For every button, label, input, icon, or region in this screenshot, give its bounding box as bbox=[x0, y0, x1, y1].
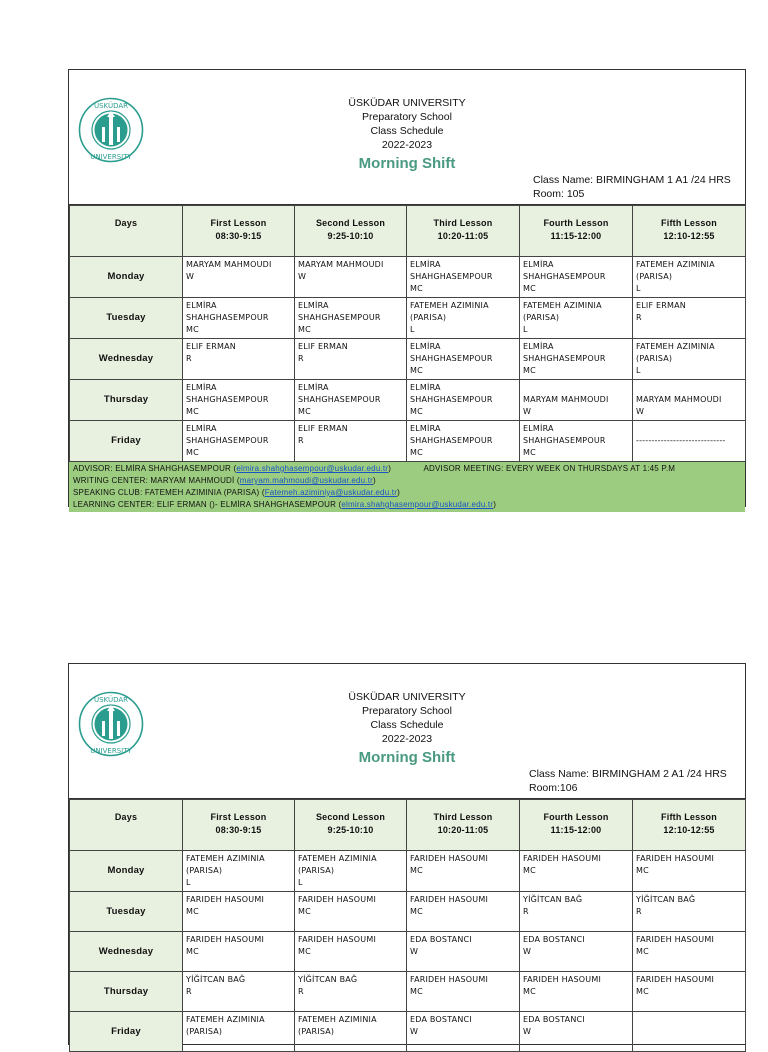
day-label: Wednesday bbox=[70, 932, 183, 972]
lesson-cell: FATEMEH AZIMINIA (PARISA) L bbox=[183, 851, 295, 892]
table-row bbox=[70, 298, 746, 339]
class-name: Class Name: BIRMINGHAM 2 A1 /24 HRS bbox=[529, 768, 727, 780]
school-name: Preparatory School bbox=[362, 705, 452, 717]
day-label: Tuesday bbox=[70, 892, 183, 932]
day-label: Tuesday bbox=[70, 298, 183, 339]
lesson-cell: EDA BOSTANCI W bbox=[407, 1012, 520, 1052]
header-fifth-lesson: Fifth Lesson 12:10-12:55 bbox=[633, 206, 746, 257]
svg-text:ÜSKÜDAR: ÜSKÜDAR bbox=[93, 102, 129, 110]
academic-year: 2022-2023 bbox=[381, 733, 433, 745]
class-info bbox=[529, 768, 727, 795]
lesson-cell: FATEMEH AZIMINIA (PARISA) L bbox=[633, 339, 746, 380]
lesson-cell: FATEMEH AZIMINIA (PARISA) L bbox=[633, 257, 746, 298]
lesson-cell: FARIDEH HASOUMI MC bbox=[520, 851, 633, 892]
academic-year: 2022-2023 bbox=[381, 139, 433, 151]
lesson-cell bbox=[633, 1012, 746, 1052]
lesson-cell: ELMİRA SHAHGHASEMPOUR MC bbox=[520, 339, 633, 380]
header-first-lesson: First Lesson 08:30-9:15 bbox=[183, 800, 295, 851]
day-label: Monday bbox=[70, 851, 183, 892]
writing-center-label: WRITING CENTER: MARYAM MAHMOUDİ ( bbox=[73, 476, 240, 485]
advisor-meeting: ADVISOR MEETING: EVERY WEEK ON THURSDAYS AT 1:45 P.M bbox=[423, 464, 676, 473]
document-title: Class Schedule bbox=[370, 125, 444, 137]
header-days: Days bbox=[70, 800, 183, 851]
learning-center-close: ) bbox=[493, 500, 497, 509]
table-row bbox=[70, 932, 746, 972]
school-name: Preparatory School bbox=[362, 111, 452, 123]
table-row bbox=[70, 972, 746, 1012]
lesson-cell: FATEMEH AZIMINIA (PARISA) L bbox=[407, 298, 520, 339]
lesson-cell: FARIDEH HASOUMI MC bbox=[633, 972, 746, 1012]
lesson-cell: FARIDEH HASOUMI MC bbox=[633, 932, 746, 972]
schedule-block-2 bbox=[68, 663, 746, 1045]
speaking-club-label: SPEAKING CLUB: FATEMEH AZIMINIA (PARISA) ( bbox=[73, 488, 265, 497]
header-third-lesson: Third Lesson 10:20-11:05 bbox=[407, 800, 520, 851]
header-fourth-lesson: Fourth Lesson 11:15-12:00 bbox=[520, 206, 633, 257]
lesson-cell: FARIDEH HASOUMI MC bbox=[520, 972, 633, 1012]
svg-text:ÜSKÜDAR: ÜSKÜDAR bbox=[93, 696, 129, 704]
lesson-cell: FARIDEH HASOUMI MC bbox=[407, 972, 520, 1012]
document-title: Class Schedule bbox=[370, 719, 444, 731]
schedule-footer bbox=[69, 462, 745, 512]
advisor-close: ) bbox=[388, 464, 392, 473]
shift-title: Morning Shift bbox=[358, 749, 456, 766]
lesson-cell: ELMİRA SHAHGHASEMPOUR MC bbox=[407, 257, 520, 298]
lesson-cell: FATEMEH AZIMINIA (PARISA) bbox=[295, 1012, 407, 1052]
table-header-row bbox=[70, 800, 746, 851]
header-third-lesson: Third Lesson 10:20-11:05 bbox=[407, 206, 520, 257]
schedule-table bbox=[69, 205, 746, 462]
lesson-cell: ----------------------------- bbox=[633, 421, 746, 462]
table-row bbox=[70, 257, 746, 298]
lesson-cell: YİĞİTCAN BAĞ R bbox=[295, 972, 407, 1012]
day-label: Thursday bbox=[70, 380, 183, 421]
lesson-cell: FATEMEH AZIMINIA (PARISA) L bbox=[295, 851, 407, 892]
class-info bbox=[533, 174, 731, 201]
lesson-cell: FATEMEH AZIMINIA (PARISA) bbox=[183, 1012, 295, 1052]
lesson-cell: ELMİRA SHAHGHASEMPOUR MC bbox=[183, 380, 295, 421]
day-label: Friday bbox=[70, 1012, 183, 1052]
header-fourth-lesson: Fourth Lesson 11:15-12:00 bbox=[520, 800, 633, 851]
table-row bbox=[70, 380, 746, 421]
lesson-cell: YİĞİTCAN BAĞ R bbox=[520, 892, 633, 932]
lesson-cell: ELMİRA SHAHGHASEMPOUR MC bbox=[183, 298, 295, 339]
university-heading bbox=[69, 690, 745, 769]
schedule-block-1 bbox=[68, 69, 746, 507]
svg-text:UNIVERSITY: UNIVERSITY bbox=[90, 747, 132, 755]
learning-center-line bbox=[73, 499, 741, 511]
class-name: Class Name: BIRMINGHAM 1 A1 /24 HRS bbox=[533, 174, 731, 186]
table-row bbox=[70, 1012, 746, 1052]
table-header-row bbox=[70, 206, 746, 257]
header-days: Days bbox=[70, 206, 183, 257]
advisor-email-link[interactable]: elmira.shahghasempour@uskudar.edu.tr bbox=[236, 464, 389, 473]
writing-center-line bbox=[73, 475, 741, 487]
lesson-cell: ELMİRA SHAHGHASEMPOUR MC bbox=[295, 380, 407, 421]
university-heading bbox=[69, 96, 745, 175]
lesson-cell: YİĞİTCAN BAĞ R bbox=[633, 892, 746, 932]
lesson-cell: ELMİRA SHAHGHASEMPOUR MC bbox=[520, 421, 633, 462]
learning-center-email-link[interactable]: elmira.shahghasempour@uskudar.edu.tr bbox=[341, 500, 494, 509]
lesson-cell: ELIF ERMAN R bbox=[633, 298, 746, 339]
lesson-cell: ELIF ERMAN R bbox=[295, 339, 407, 380]
lesson-cell: FATEMEH AZIMINIA (PARISA) L bbox=[520, 298, 633, 339]
table-row bbox=[70, 339, 746, 380]
advisor-line bbox=[73, 463, 741, 475]
university-name: ÜSKÜDAR UNIVERSITY bbox=[348, 691, 466, 703]
room-number: Room: 105 bbox=[533, 187, 585, 200]
header-first-lesson: First Lesson 08:30-9:15 bbox=[183, 206, 295, 257]
speaking-club-close: ) bbox=[397, 488, 400, 497]
advisor-label: ADVISOR: ELMİRA SHAHGHASEMPOUR ( bbox=[73, 464, 237, 473]
lesson-cell: MARYAM MAHMOUDI W bbox=[633, 380, 746, 421]
writing-center-close: ) bbox=[373, 476, 376, 485]
lesson-cell: ELIF ERMAN R bbox=[295, 421, 407, 462]
lesson-cell: ELMİRA SHAHGHASEMPOUR MC bbox=[407, 380, 520, 421]
lesson-cell: MARYAM MAHMOUDI W bbox=[295, 257, 407, 298]
day-label: Monday bbox=[70, 257, 183, 298]
lesson-cell: ELIF ERMAN R bbox=[183, 339, 295, 380]
lesson-cell: MARYAM MAHMOUDI W bbox=[520, 380, 633, 421]
lesson-cell: FARIDEH HASOUMI MC bbox=[633, 851, 746, 892]
schedule-header bbox=[69, 70, 745, 205]
table-row bbox=[70, 892, 746, 932]
lesson-cell: YİĞİTCAN BAĞ R bbox=[183, 972, 295, 1012]
lesson-cell: MARYAM MAHMOUDI W bbox=[183, 257, 295, 298]
svg-text:UNIVERSITY: UNIVERSITY bbox=[90, 153, 132, 161]
university-name: ÜSKÜDAR UNIVERSITY bbox=[348, 97, 466, 109]
header-fifth-lesson: Fifth Lesson 12:10-12:55 bbox=[633, 800, 746, 851]
writing-center-email-link[interactable]: maryam.mahmoudi@uskudar.edu.tr bbox=[239, 476, 374, 485]
lesson-cell: ELMİRA SHAHGHASEMPOUR MC bbox=[183, 421, 295, 462]
header-second-lesson: Second Lesson 9:25-10:10 bbox=[295, 800, 407, 851]
lesson-cell: FARIDEH HASOUMI MC bbox=[295, 932, 407, 972]
lesson-cell: ELMİRA SHAHGHASEMPOUR MC bbox=[520, 257, 633, 298]
schedule-header bbox=[69, 664, 745, 799]
day-label: Friday bbox=[70, 421, 183, 462]
lesson-cell: FARIDEH HASOUMI MC bbox=[407, 892, 520, 932]
lesson-cell: ELMİRA SHAHGHASEMPOUR MC bbox=[407, 421, 520, 462]
table-row bbox=[70, 421, 746, 462]
lesson-cell: EDA BOSTANCI W bbox=[407, 932, 520, 972]
lesson-cell: EDA BOSTANCI W bbox=[520, 932, 633, 972]
lesson-cell: EDA BOSTANCI W bbox=[520, 1012, 633, 1052]
lesson-cell: FARIDEH HASOUMI MC bbox=[183, 892, 295, 932]
shift-title: Morning Shift bbox=[358, 155, 456, 172]
lesson-cell: ELMİRA SHAHGHASEMPOUR MC bbox=[407, 339, 520, 380]
speaking-club-email-link[interactable]: Fatemeh.aziminiya@uskudar.edu.tr bbox=[264, 488, 398, 497]
learning-center-label: LEARNING CENTER: ELIF ERMAN ()- ELMİRA SHAHGHASEMPOUR ( bbox=[73, 500, 342, 509]
lesson-cell: ELMİRA SHAHGHASEMPOUR MC bbox=[295, 298, 407, 339]
lesson-cell: FARIDEH HASOUMI MC bbox=[407, 851, 520, 892]
lesson-cell: FARIDEH HASOUMI MC bbox=[183, 932, 295, 972]
day-label: Wednesday bbox=[70, 339, 183, 380]
schedule-table bbox=[69, 799, 746, 1052]
speaking-club-line bbox=[73, 487, 741, 499]
header-second-lesson: Second Lesson 9:25-10:10 bbox=[295, 206, 407, 257]
room-number: Room:106 bbox=[529, 781, 578, 794]
table-row bbox=[70, 851, 746, 892]
day-label: Thursday bbox=[70, 972, 183, 1012]
lesson-cell: FARIDEH HASOUMI MC bbox=[295, 892, 407, 932]
